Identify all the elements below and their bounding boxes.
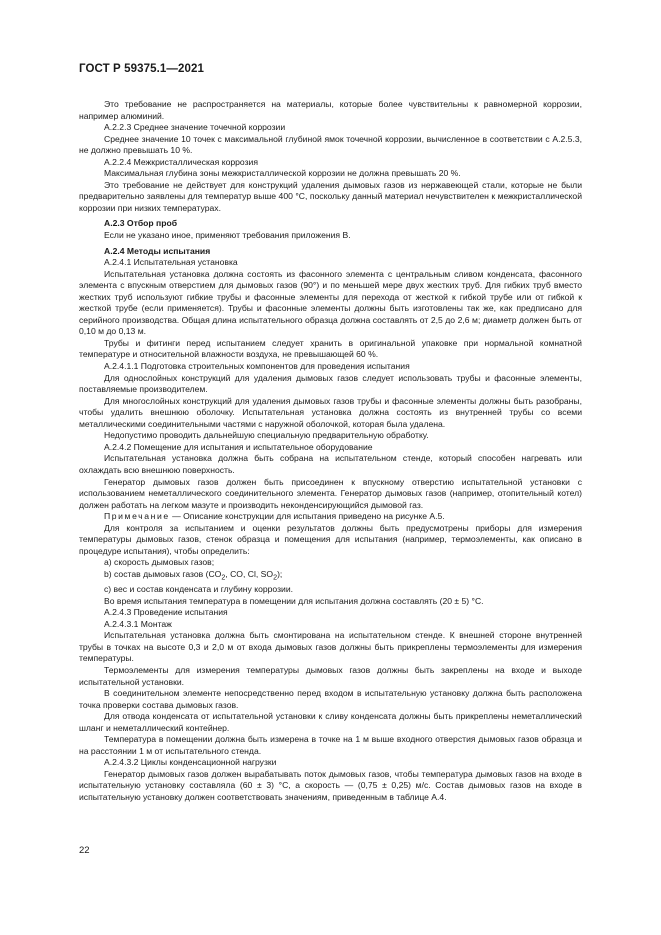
paragraph: Для многослойных конструкций для удаления дымовых газов трубы и фасонные элементы должны быть разобраны, чтобы удалить внешнюю оболочку. Испытательная установка должна состоять из внутренней трубы со всеми металлическими соединительными частями с наружной оболочкой, которая была удалена.: [79, 395, 582, 429]
paragraph: Испытательная установка должна быть смонтирована на испытательном стенде. К внешней стороне внутренней трубы в точках на высоте 0,3 и 2,0 м от входа дымовых газов должны быть прикреплены термоэлементы для измерения температуры.: [79, 630, 582, 664]
subclause-heading: А.2.2.4 Межкристаллическая коррозия: [104, 156, 258, 167]
paragraph: Температура в помещении должна быть измерена в точке на 1 м выше входного отверстия дымовых газов образца и на расстоянии 1 м от испытательного стенда.: [79, 734, 582, 756]
paragraph: Термоэлементы для измерения температуры дымовых газов должны быть закреплены на входе и выходе испытательной установки.: [79, 664, 582, 687]
subclause-heading: А.2.4.3.1 Монтаж: [104, 618, 172, 629]
paragraph: Недопустимо проводить дальнейшую специальную предварительную обработку.: [104, 430, 429, 441]
paragraph: Если не указано иное, применяют требования приложения В.: [104, 230, 351, 241]
list-item: c) вес и состав конденсата и глубину коррозии.: [104, 584, 294, 595]
note-label: Примечание: [104, 511, 170, 522]
subclause-heading: А.2.4.1.1 Подготовка строительных компонентов для проведения испытания: [104, 361, 410, 372]
paragraph: Генератор дымовых газов должен вырабатывать поток дымовых газов, чтобы температура дымовых газов на входе в испытательную установку составляла (60 ± 3) °С, а скорость — (0,75 ± 0,25) м/с. Состав дымовых газов на входе в испытательную установку должен соответствовать значениям, приведенным в таблице А.4.: [79, 768, 582, 802]
subclause-heading: А.2.4.3 Проведение испытания: [104, 607, 228, 618]
paragraph: Для однослойных конструкций для удаления дымовых газов следует использовать трубы и фасонные элементы, поставляемые производителем.: [79, 372, 582, 395]
list-item: b) состав дымовых газов ($CO_2$, CO, Cl, $SO_2$);: [104, 568, 283, 582]
page-number: 22: [79, 845, 90, 856]
subclause-heading: А.2.4.2 Помещение для испытания и испытательное оборудование: [104, 441, 373, 452]
paragraph: Среднее значение 10 точек с максимальной глубиной ямок точечной коррозии, вычисленное в соответствии с А.2.5.3, не должно превышать 10 %.: [79, 133, 582, 156]
paragraph: Испытательная установка должна состоять из фасонного элемента с центральным сливом конденсата, фасонного элемента с впускным отверстием для дымовых газов (90°) и по меньшей мере двух жестких труб. Для гибких труб вместо жестких труб используют гибкие трубы и фасонные элементы для перехода от жесткой к гибкой трубе или от гибкой к жесткой трубе (если применяется). Трубы и фасонные элементы должны быть изготовлены так же, как предписано для серийного производства. Общая длина испытательного образца должна составлять от 2,5 до 2,6 м; диаметр должен быть от 0,10 м до 0,13 м.: [79, 268, 582, 337]
section-heading: А.2.3 Отбор проб: [104, 218, 178, 229]
paragraph: В соединительном элементе непосредственно перед входом в испытательную установку должна быть расположена точка проверки состава дымовых газов.: [79, 688, 582, 710]
paragraph: Максимальная глубина зоны межкристаллической коррозии не должна превышать 20 %.: [104, 168, 461, 179]
paragraph: Испытательная установка должна быть собрана на испытательном стенде, который способен нагревать или охлаждать всю внешнюю поверхность.: [79, 453, 582, 475]
paragraph: Это требование не действует для конструкций удаления дымовых газов из нержавеющей стали, которые не были предварительно заявлены для температур выше 400 °С, поскольку данный материал нечувствителен к межкристаллической коррозии при низких температурах.: [79, 179, 582, 213]
section-heading: А.2.4 Методы испытания: [104, 245, 211, 256]
subclause-heading: А.2.4.1 Испытательная установка: [104, 257, 238, 268]
paragraph: Трубы и фитинги перед испытанием следует хранить в оригинальной упаковке при нормальной комнатной температуре и относительной влажности воздуха, не превышающей 60 %.: [79, 337, 582, 360]
note-text: — Описание конструкции для испытания приведено на рисунке А.5.: [169, 511, 445, 522]
paragraph: Для контроля за испытанием и оценки результатов должны быть предусмотрены приборы для измерения температуры дымовых газов, стенок образца и помещения для испытания (например, термоэлементы, как описано в процедуре испытания), чтобы определить:: [79, 522, 582, 556]
paragraph: Это требование не распространяется на материалы, которые более чувствительны к равномерной коррозии, например алюминий.: [79, 99, 582, 121]
paragraph: Для отвода конденсата от испытательной установки к сливу конденсата должны быть прикреплены неметаллический шланг и неметаллический контейнер.: [79, 711, 582, 733]
paragraph: Генератор дымовых газов должен быть присоединен к впускному отверстию испытательной установки с использованием неметаллического соединительного элемента. Генератор дымовых газов (например, отопительный котел) должен работать на легком мазуте и производить неконденсирующийся дымовой газ.: [79, 476, 582, 510]
list-item: a) скорость дымовых газов;: [104, 557, 215, 568]
subclause-heading: А.2.2.3 Среднее значение точечной коррозии: [104, 122, 286, 133]
paragraph: Во время испытания температура в помещении для испытания должна составлять (20 ± 5) °С.: [104, 595, 484, 606]
note: [79, 511, 582, 523]
subclause-heading: А.2.4.3.2 Циклы конденсационной нагрузки: [104, 757, 277, 768]
document-body: [79, 99, 582, 804]
document-header: ГОСТ Р 59375.1—2021: [79, 63, 204, 75]
